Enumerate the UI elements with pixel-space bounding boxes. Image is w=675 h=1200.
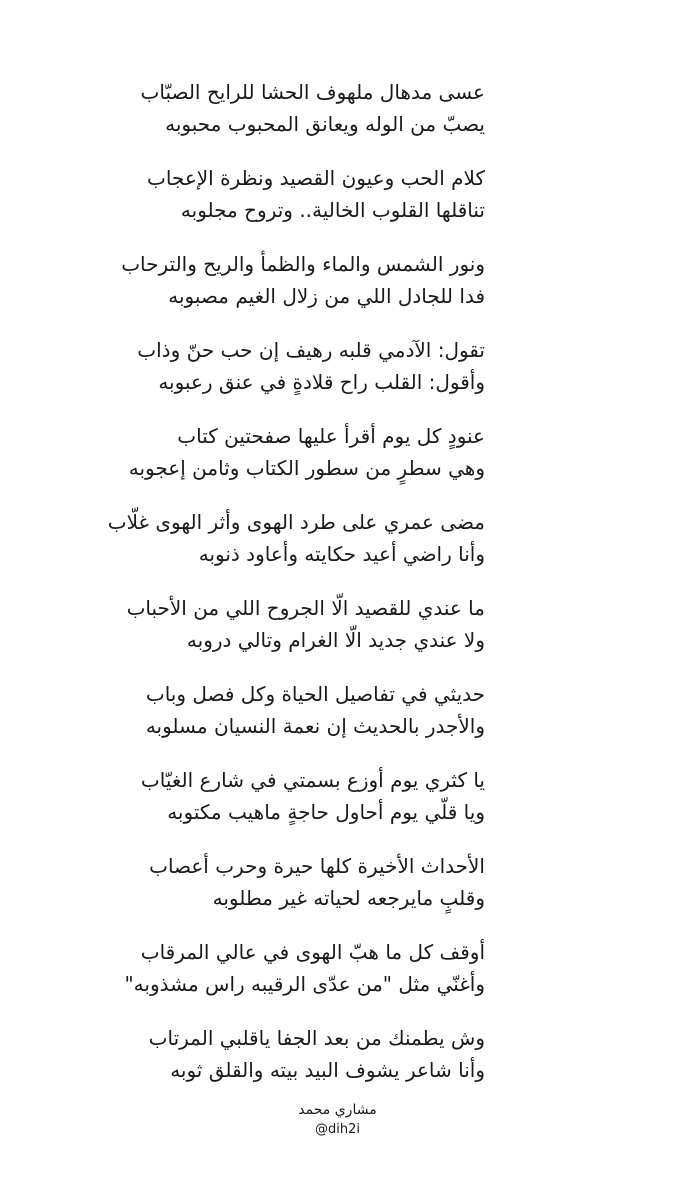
verse-line: يا كثري يوم أوزع بسمتي في شارع الغيّاب	[140, 768, 485, 792]
verse-line: وأغنّي مثل "من عدّى الرقيبه راس مشذوبه"	[124, 972, 485, 996]
stanza	[0, 162, 675, 248]
verse-line: حديثي في تفاصيل الحياة وكل فصل وباب	[145, 682, 485, 706]
stanza	[0, 506, 675, 592]
stanza	[0, 764, 675, 850]
stanza	[0, 1022, 675, 1108]
author-name: مشاري محمد	[298, 1102, 377, 1118]
verse-line: تناقلها القلوب الخالية.. وتروح مجلوبه	[180, 198, 485, 222]
verse-line: ولا عندي جديد الّا الغرام وتالي دروبه	[186, 628, 485, 652]
verse-line: وأقول: القلب راح قلادةٍ في عنق رعبوبه	[158, 370, 485, 394]
stanza	[0, 592, 675, 678]
verse-line: وش يطمنك من بعد الجفا ياقلبي المرتاب	[148, 1026, 485, 1050]
verse-line: الأحداث الأخيرة كلها حيرة وحرب أعصاب	[149, 854, 485, 878]
verse-line: والأجدر بالحديث إن نعمة النسيان مسلوبه	[145, 714, 485, 738]
verse-line: كلام الحب وعيون القصيد ونظرة الإعجاب	[147, 166, 485, 190]
verse-line: وقلبٍ مايرجعه لحياته غير مطلوبه	[212, 886, 485, 910]
verse-line: عسى مدهال ملهوف الحشا للرايح الصبّاب	[140, 80, 485, 104]
verse-line: عنودٍ كل يوم أقرأ عليها صفحتين كتاب	[177, 424, 485, 448]
verse-line: مضى عمري على طرد الهوى وأثر الهوى غلّاب	[107, 510, 485, 534]
verse-line: ما عندي للقصيد الّا الجروح اللي من الأحباب	[126, 596, 485, 620]
stanza	[0, 850, 675, 936]
verse-line: وهي سطرٍ من سطور الكتاب وثامن إعجوبه	[128, 456, 485, 480]
verse-line: تقول: الآدمي قلبه رهيف إن حب حنّ وذاب	[137, 338, 485, 362]
verse-line: فدا للجادل اللي من زلال الغيم مصبوبه	[168, 284, 485, 308]
author-handle: @dih2i	[315, 1122, 360, 1137]
stanza	[0, 334, 675, 420]
verse-line: وأنا راضي أعيد حكايته وأعاود ذنوبه	[198, 542, 485, 566]
verse-line: ويا قلّي يوم أحاول حاجةٍ ماهيب مكتوبه	[167, 800, 485, 824]
verse-line: أوقف كل ما هبّ الهوى في عالي المرقاب	[140, 940, 485, 964]
signature	[0, 1100, 675, 1140]
stanza	[0, 76, 675, 162]
stanza	[0, 678, 675, 764]
stanza	[0, 248, 675, 334]
verse-line: ونور الشمس والماء والظمأ والريح والترحاب	[121, 252, 485, 276]
verse-line: يصبّ من الوله ويعانق المحبوب محبوبه	[165, 112, 485, 136]
poem	[0, 76, 675, 1108]
stanza	[0, 420, 675, 506]
stanza	[0, 936, 675, 1022]
verse-line: وأنا شاعر يشوف البيد بيته والقلق ثوبه	[170, 1058, 485, 1082]
